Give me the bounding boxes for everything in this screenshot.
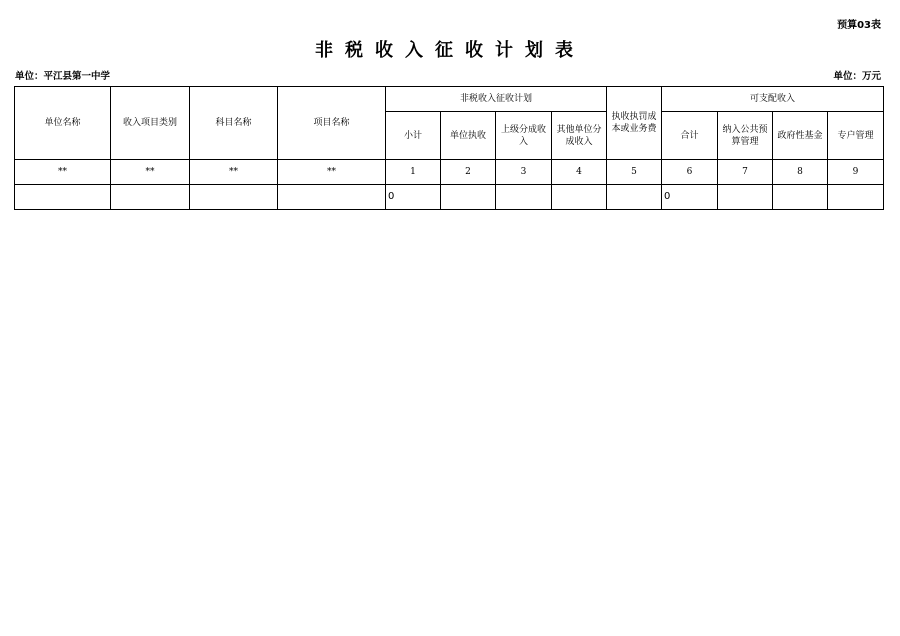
col-subject-name: 科目名称: [190, 87, 278, 160]
index-row: [15, 160, 884, 185]
data-cell[interactable]: [718, 185, 773, 210]
data-cell[interactable]: [111, 185, 190, 210]
data-cell[interactable]: [552, 185, 607, 210]
tax-plan-table: [14, 86, 884, 210]
index-cell: 9: [828, 160, 884, 185]
index-cell: 6: [662, 160, 718, 185]
index-cell: **: [15, 160, 111, 185]
group-plan: 非税收入征收计划: [386, 87, 607, 112]
index-cell: **: [111, 160, 190, 185]
data-cell[interactable]: [773, 185, 828, 210]
data-cell[interactable]: [190, 185, 278, 210]
col-item-name: 项目名称: [278, 87, 386, 160]
index-cell: 2: [441, 160, 496, 185]
index-cell: **: [278, 160, 386, 185]
disp-special: 专户管理: [828, 112, 884, 160]
unit-currency: 单位：万元: [833, 71, 881, 82]
form-code: 预算03表: [837, 20, 881, 31]
col-unit-name: 单位名称: [15, 87, 111, 160]
plan-other-unit: 其他单位分成收入: [552, 112, 607, 160]
data-cell[interactable]: [15, 185, 111, 210]
data-cell[interactable]: [496, 185, 552, 210]
index-cell: 3: [496, 160, 552, 185]
index-cell: **: [190, 160, 278, 185]
plan-superior: 上级分成收入: [496, 112, 552, 160]
data-row: [15, 185, 884, 210]
page-title: 非税收入征收计划表: [315, 40, 585, 61]
disp-total: 合计: [662, 112, 718, 160]
plan-unit-collect: 单位执收: [441, 112, 496, 160]
index-cell: 5: [607, 160, 662, 185]
disp-gov-fund: 政府性基金: [773, 112, 828, 160]
disp-public-budget: 纳入公共预算管理: [718, 112, 773, 160]
header-row-1: [15, 87, 884, 112]
data-cell[interactable]: [607, 185, 662, 210]
index-cell: 1: [386, 160, 441, 185]
data-cell[interactable]: [278, 185, 386, 210]
unit-organization: 单位：平江县第一中学: [15, 71, 111, 82]
data-cell-plan-subtotal[interactable]: 0: [386, 185, 441, 210]
group-disposable: 可支配收入: [662, 87, 884, 112]
index-cell: 7: [718, 160, 773, 185]
data-cell[interactable]: [441, 185, 496, 210]
data-cell[interactable]: [828, 185, 884, 210]
plan-subtotal: 小计: [386, 112, 441, 160]
index-cell: 8: [773, 160, 828, 185]
data-cell-disp-total[interactable]: 0: [662, 185, 718, 210]
col-income-category: 收入项目类别: [111, 87, 190, 160]
index-cell: 4: [552, 160, 607, 185]
col-enforce-cost: 执收执罚成本或业务费: [607, 87, 662, 160]
